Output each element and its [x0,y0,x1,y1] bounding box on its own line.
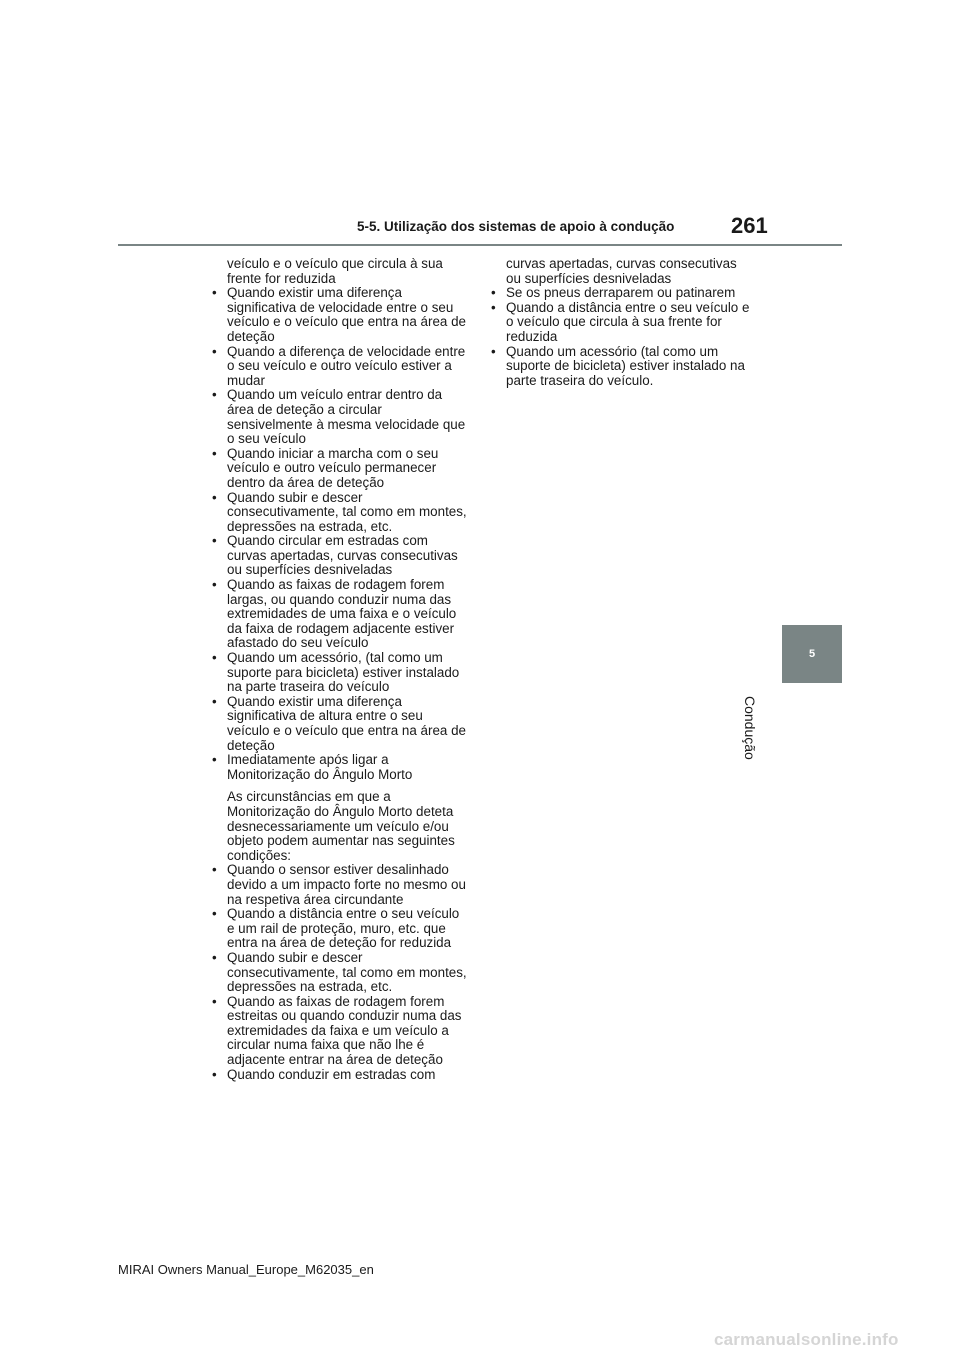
list-item: • Imediatamente após ligar a Monitorização do Ângulo Morto [210,753,468,782]
right-intro: curvas apertadas, curvas consecutivas ou superfícies desniveladas [506,256,737,286]
list-item: • Quando iniciar a marcha com o seu veículo e outro veículo permanecer dentro da área de deteção [210,447,468,491]
list-item: • Quando a diferença de velocidade entre o seu veículo e outro veículo estiver a mudar [210,345,468,389]
list-item: • Quando conduzir em estradas com [210,1068,468,1083]
list-item: • Quando existir uma diferença significativa de velocidade entre o seu veículo e o veículo que entra na área de deteção [210,286,468,344]
list-item: • Quando circular em estradas com curvas apertadas, curvas consecutivas ou superfícies desniveladas [210,534,468,578]
list-item: • Quando as faixas de rodagem forem largas, ou quando conduzir numa das extremidades de uma faixa e o veículo da faixa de rodagem adjacente estiver afastado do seu veículo [210,578,468,651]
list-item: • Quando a distância entre o seu veículo e o veículo que circula à sua frente for reduzida [489,301,751,345]
header-divider [118,244,842,246]
footer-text: MIRAI Owners Manual_Europe_M62035_en [118,1262,374,1277]
right-column [489,257,751,388]
list-item: • Quando existir uma diferença significativa de altura entre o seu veículo e o veículo que entra na área de deteção [210,695,468,753]
condition-list-3 [489,286,751,388]
left-column [210,257,468,1082]
condition-list-2 [210,863,468,1082]
chapter-number: 5 [808,648,816,660]
left-intro: veículo e o veículo que circula à sua frente for reduzida [227,256,443,286]
list-item: • Quando o sensor estiver desalinhado devido a um impacto forte no mesmo ou na respetiva área circundante [210,863,468,907]
list-item: • Quando um acessório, (tal como um suporte para bicicleta) estiver instalado na parte traseira do veículo [210,651,468,695]
list-item: • Quando as faixas de rodagem forem estreitas ou quando conduzir numa das extremidades da faixa e um veículo a circular numa faixa que não lhe é adjacente entrar na área de deteção [210,995,468,1068]
chapter-tab [782,625,842,683]
section-title: 5-5. Utilização dos sistemas de apoio à condução [357,219,675,234]
page-number: 261 [731,213,768,238]
chapter-label: Condução [742,696,758,760]
list-item: • Quando a distância entre o seu veículo e um rail de proteção, muro, etc. que entra na área de deteção for reduzida [210,907,468,951]
condition-list-1 [210,286,468,782]
list-item: • Quando subir e descer consecutivamente, tal como em montes, depressões na estrada, etc. [210,491,468,535]
list-item: • Quando um acessório (tal como um suporte de bicicleta) estiver instalado na parte traseira do veículo. [489,345,751,389]
list-item: • Quando subir e descer consecutivamente, tal como em montes, depressões na estrada, etc. [210,951,468,995]
circumstances-paragraph: As circunstâncias em que a Monitorização do Ângulo Morto deteta desnecessariamente um veículo e/ou objeto podem aumentar nas seguintes condições: [227,789,455,863]
list-item: • Se os pneus derraparem ou patinarem [489,286,751,301]
watermark: carmanualsonline.info [714,1330,899,1349]
list-item: • Quando um veículo entrar dentro da área de deteção a circular sensivelmente à mesma velocidade que o seu veículo [210,388,468,446]
